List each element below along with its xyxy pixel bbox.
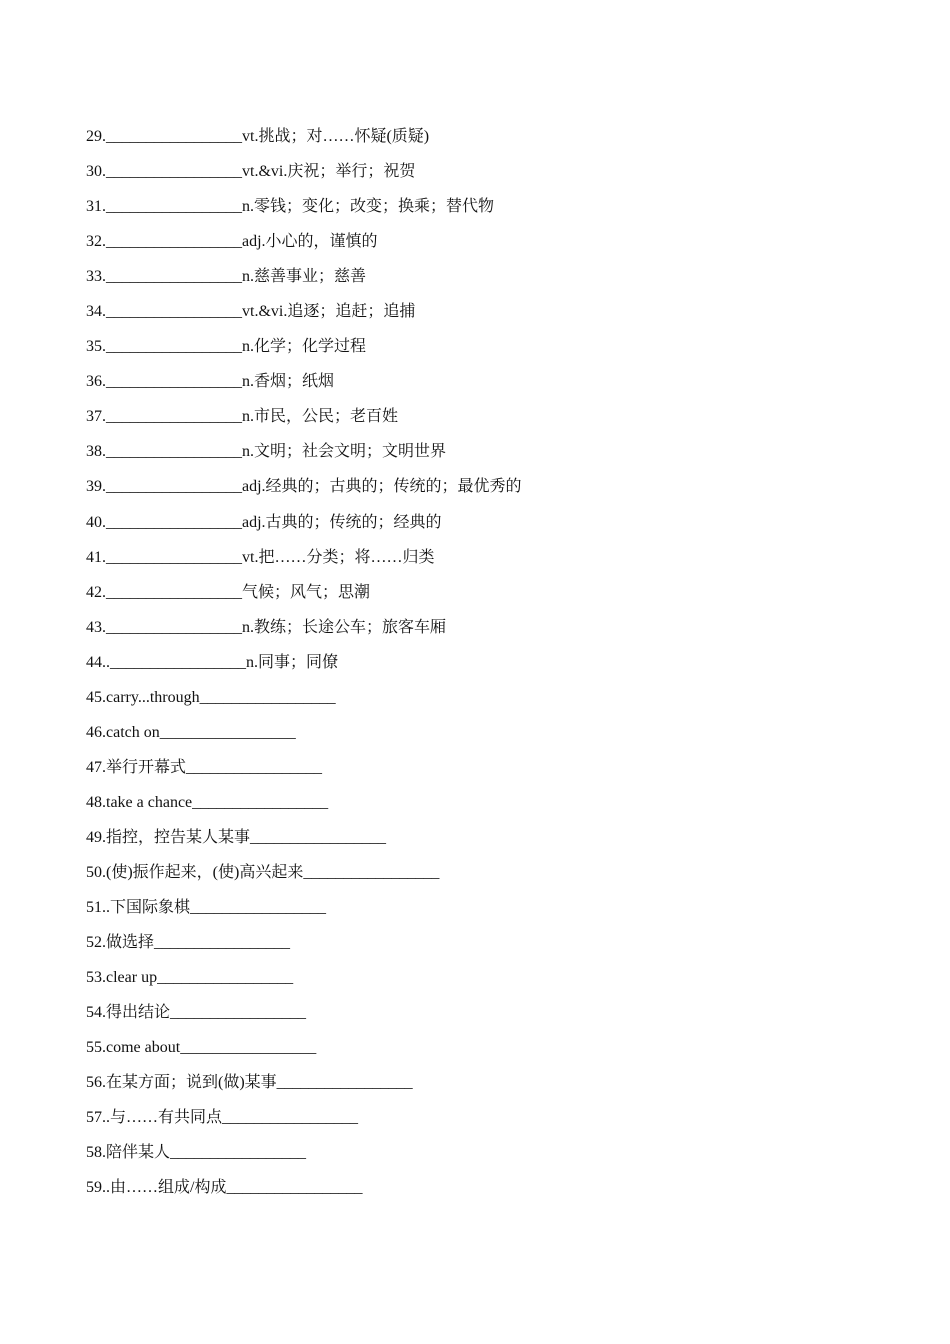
list-item: 40._________________adj.古典的；传统的；经典的 bbox=[86, 513, 442, 531]
list-item: 51..下国际象棋_________________ bbox=[86, 899, 327, 917]
list-item: 48.take a chance_________________ bbox=[86, 793, 329, 811]
list-item: 34._________________vt.&vi.追逐；追赶；追捕 bbox=[86, 303, 416, 321]
list-item: 43._________________n.教练；长途公车；旅客车厢 bbox=[86, 618, 447, 636]
list-item: 56.在某方面；说到(做)某事_________________ bbox=[86, 1074, 413, 1092]
list-item: 38._________________n.文明；社会文明；文明世界 bbox=[86, 443, 447, 461]
list-item: 29._________________vt.挑战；对……怀疑(质疑) bbox=[86, 128, 430, 145]
list-item: 57..与……有共同点_________________ bbox=[86, 1109, 359, 1127]
list-item: 37._________________n.市民，公民；老百姓 bbox=[86, 408, 399, 426]
list-item: 55.come about_________________ bbox=[86, 1039, 317, 1057]
list-item: 53.clear up_________________ bbox=[86, 969, 294, 987]
list-item: 33._________________n.慈善事业；慈善 bbox=[86, 268, 367, 286]
list-item: 32._________________adj.小心的，谨慎的 bbox=[86, 233, 378, 251]
list-item: 36._________________n.香烟；纸烟 bbox=[86, 373, 335, 391]
list-item: 31._________________n.零钱；变化；改变；换乘；替代物 bbox=[86, 198, 495, 216]
list-item: 49.指控，控告某人某事_________________ bbox=[86, 828, 387, 846]
vocabulary-worksheet bbox=[86, 125, 886, 1211]
list-item: 39._________________adj.经典的；古典的；传统的；最优秀的 bbox=[86, 478, 522, 496]
list-item: 46.catch on_________________ bbox=[86, 723, 296, 741]
list-item: 35._________________n.化学；化学过程 bbox=[86, 338, 367, 356]
list-item: 59..由……组成/构成_________________ bbox=[86, 1179, 363, 1197]
list-item: 42._________________气候；风气；思潮 bbox=[86, 583, 371, 601]
list-item: 30._________________vt.&vi.庆祝；举行；祝贺 bbox=[86, 163, 416, 181]
list-item: 58.陪伴某人_________________ bbox=[86, 1144, 307, 1162]
list-item: 54.得出结论_________________ bbox=[86, 1004, 307, 1022]
list-item: 41._________________vt.把……分类；将……归类 bbox=[86, 548, 435, 566]
list-item: 50.(使)振作起来，(使)高兴起来_________________ bbox=[86, 863, 440, 881]
list-item: 44.._________________n.同事；同僚 bbox=[86, 653, 339, 671]
list-item: 47.举行开幕式_________________ bbox=[86, 758, 323, 776]
list-item: 45.carry...through_________________ bbox=[86, 688, 336, 706]
list-item: 52.做选择_________________ bbox=[86, 934, 291, 952]
